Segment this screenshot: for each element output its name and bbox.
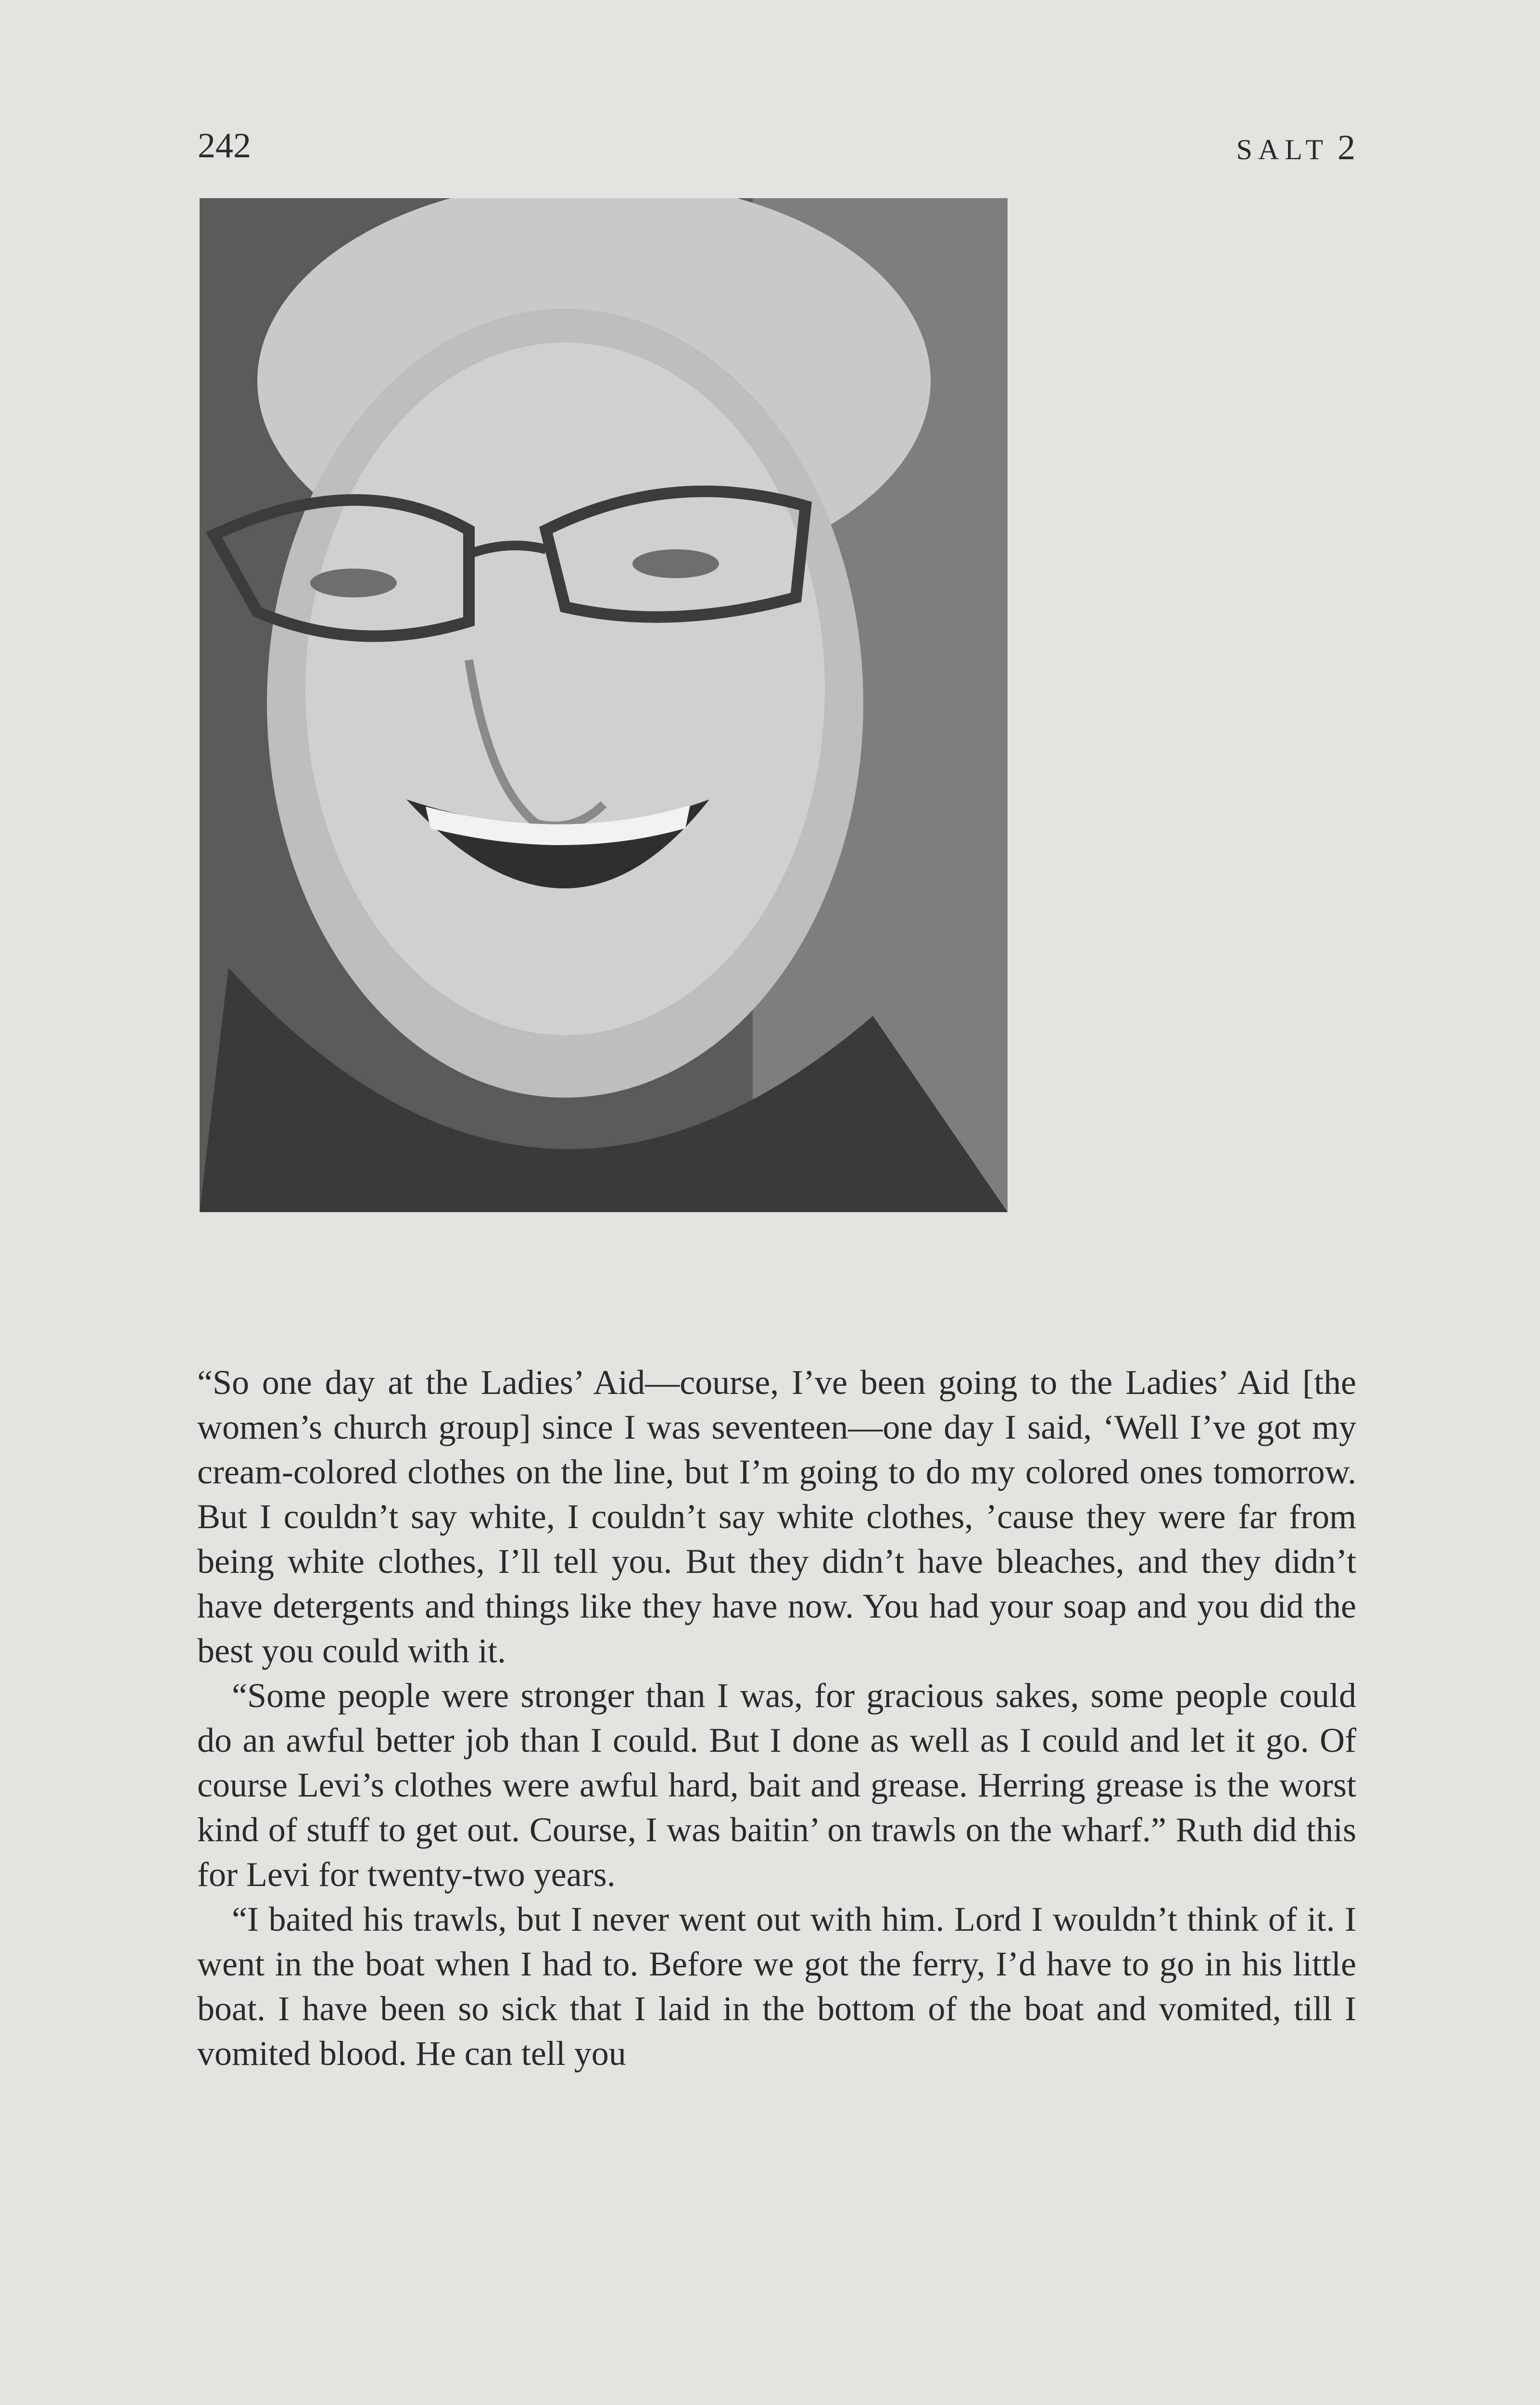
running-head xyxy=(1237,130,1356,165)
paragraph: “So one day at the Ladies’ Aid—course, I’ve been going to the Ladies’ Aid [the women’s church group] since I was seventeen—one day I said, ‘Well I’ve got my cream-colored clothes on the line, but I’m going to do my colored ones tomorrow. But I couldn’t say white, I couldn’t say white clothes, ’cause they were far from being white clothes, I’ll tell you. But they didn’t have bleaches, and they didn’t have detergents and things like they have now. You had your soap and you did the best you could with it. xyxy=(197,1363,1356,1670)
body-text xyxy=(197,1360,1356,2076)
portrait-photo-icon xyxy=(200,198,1008,1212)
paragraph: “Some people were stronger than I was, for gracious sakes, some people could do an awful better job than I could. But I done as well as I could and let it go. Of course Levi’s clothes were awful hard, bait and grease. Herring grease is the worst kind of stuff to get out. Course, I was baitin’ on trawls on the wharf.” Ruth did this for Levi for twenty-two years. xyxy=(197,1676,1356,1894)
page-number: 242 xyxy=(198,126,251,165)
paragraph: “I baited his trawls, but I never went out with him. Lord I wouldn’t think of it. I went in the boat when I had to. Before we got the ferry, I’d have to go in his little boat. I have been so sick that I laid in the bottom of the boat and vomited, till I vomited blood. He can tell you xyxy=(197,1900,1356,2073)
volume-number: 2 xyxy=(1338,128,1355,167)
running-title: SALT xyxy=(1236,134,1329,165)
portrait-photo xyxy=(200,198,1008,1212)
